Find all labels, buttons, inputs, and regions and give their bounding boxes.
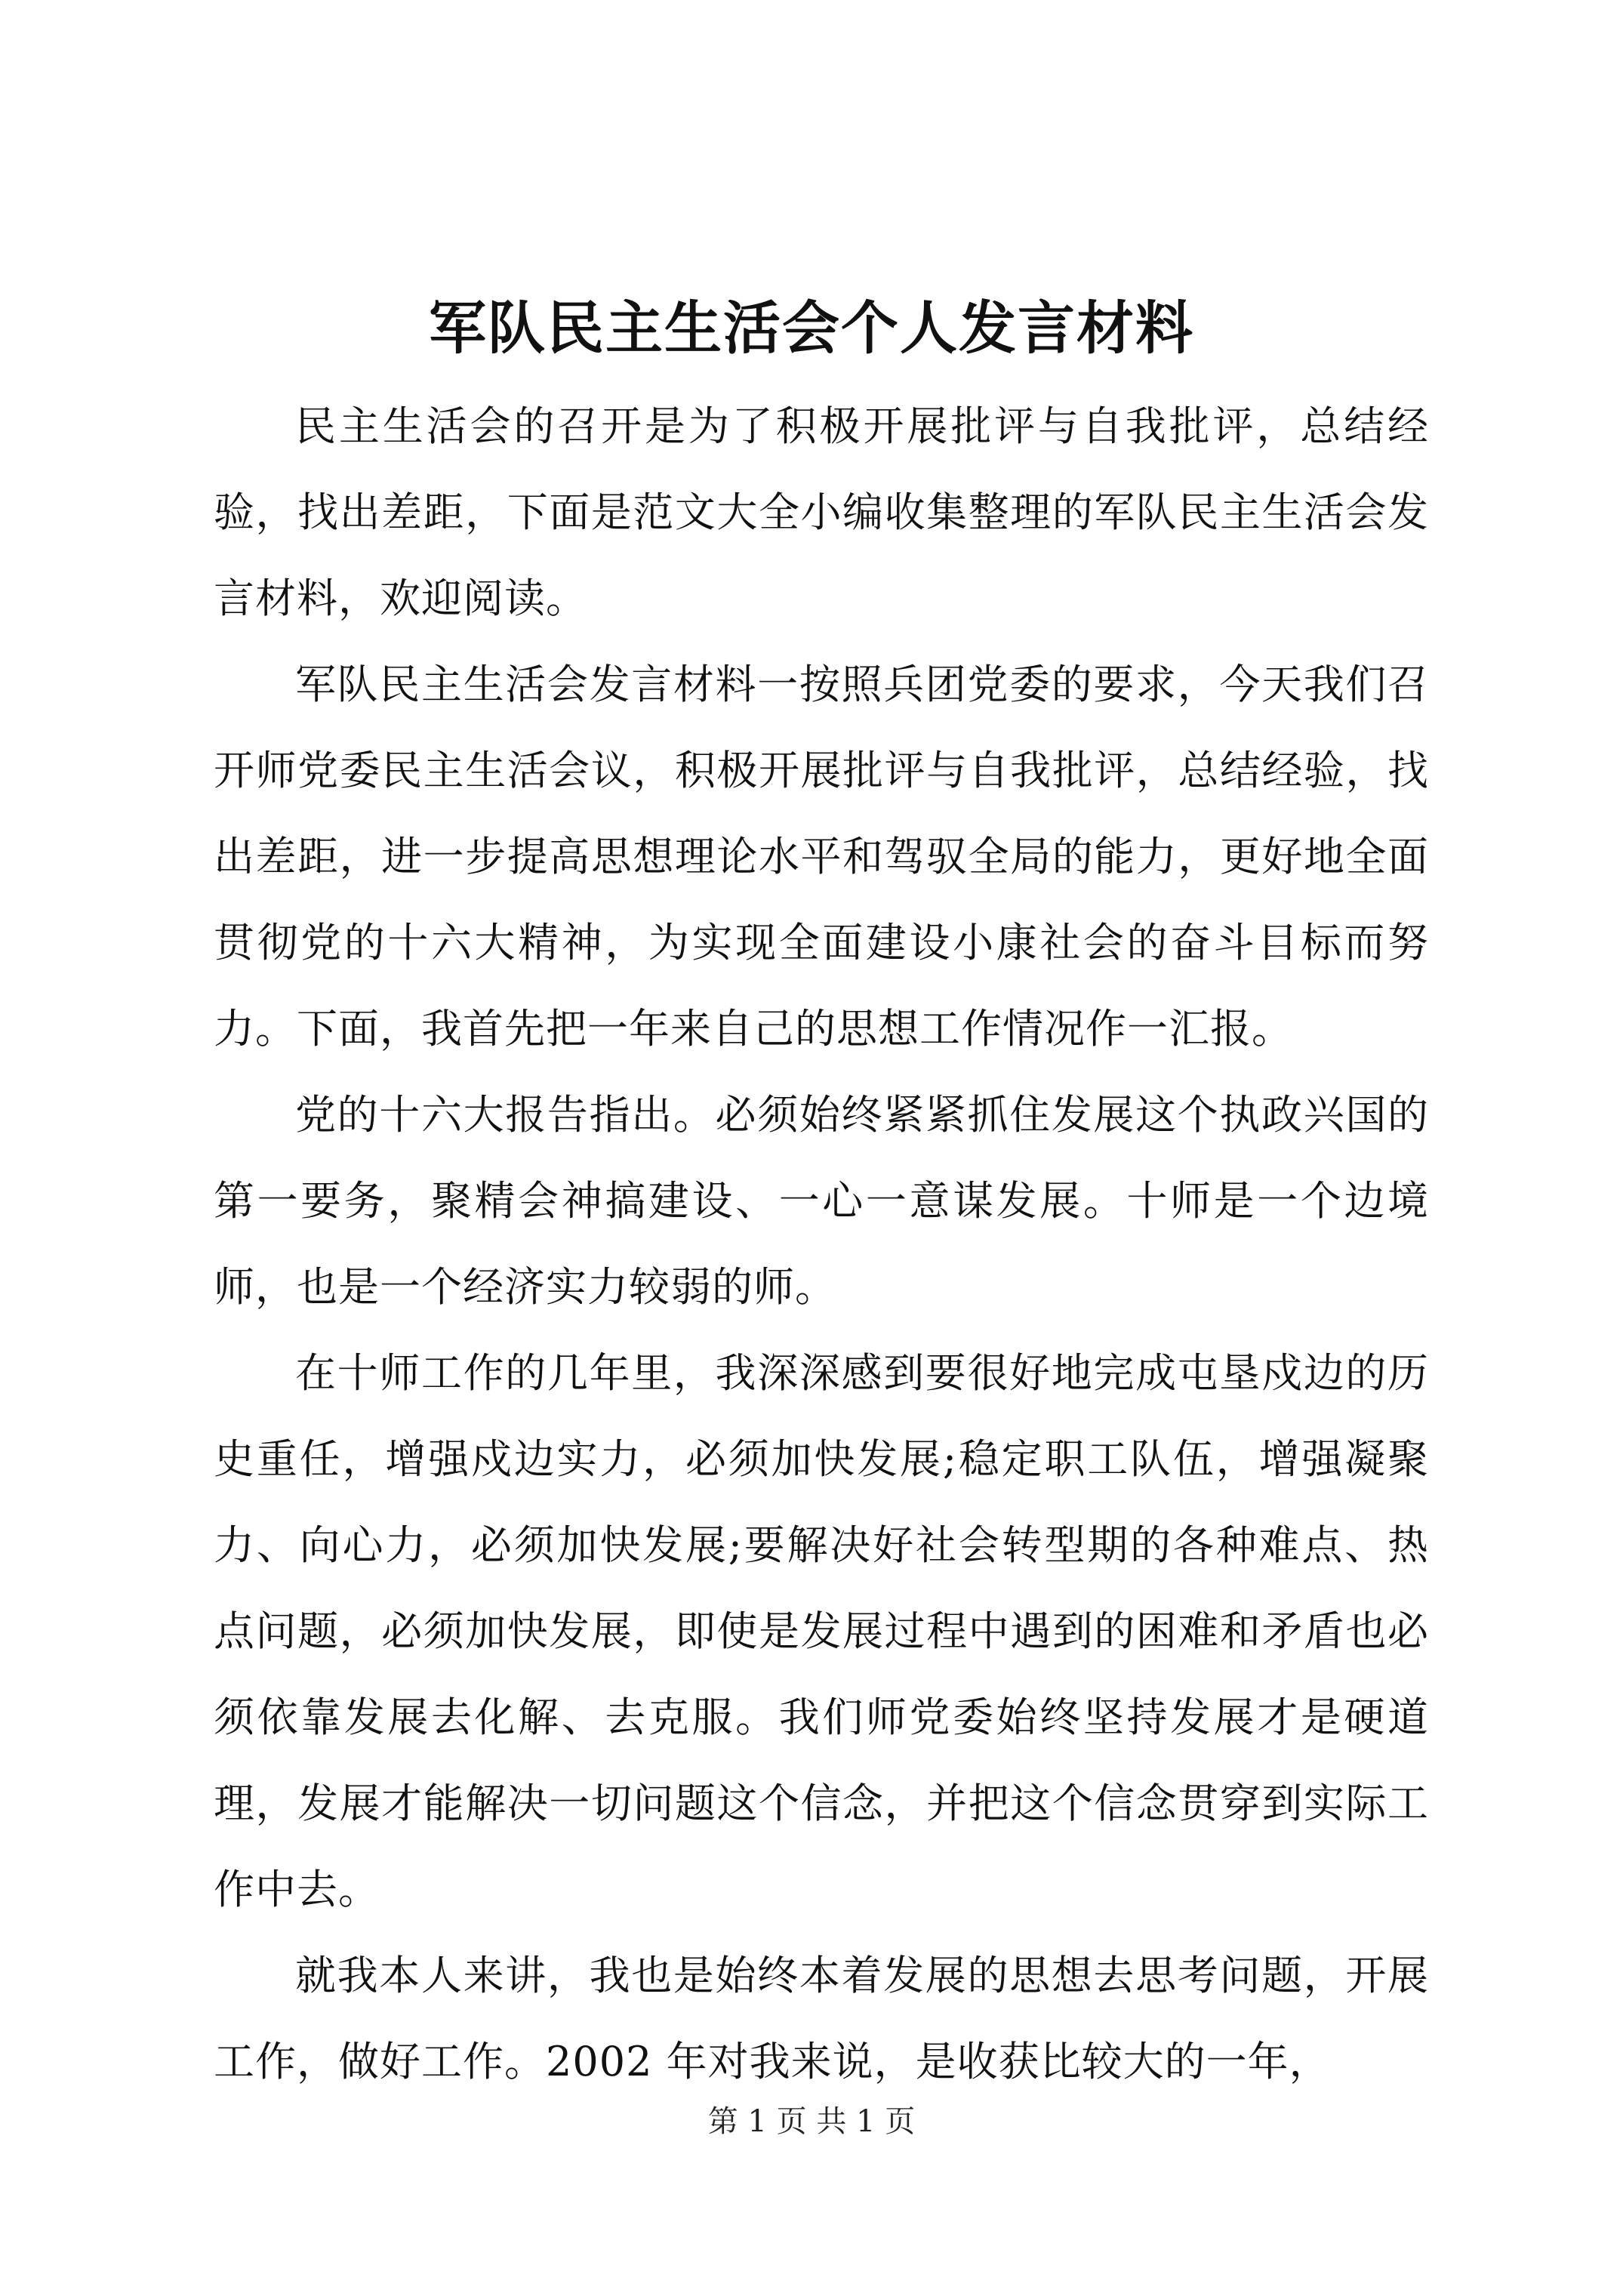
paragraph-3: 党的十六大报告指出。必须始终紧紧抓住发展这个执政兴国的第一要务，聚精会神搞建设、一心一意谋发展。十师是一个边境师，也是一个经济实力较弱的师。 [214,1091,1429,1311]
document-title: 军队民主生活会个人发言材料 [429,294,1194,362]
paragraph-4: 在十师工作的几年里，我深深感到要很好地完成屯垦戍边的历史重任，增强戍边实力，必须加快发展;稳定职工队伍，增强凝聚力、向心力，必须加快发展;要解决好社会转型期的各种难点、热点问题，必须加快发展，即使是发展过程中遇到的困难和矛盾也必须依靠发展去化解、去克服。我们师党委始终坚持发展才是硬道理，发展才能解决一切问题这个信念，并把这个信念贯穿到实际工作中去。 [214,1349,1429,1913]
paragraph-2: 军队民主生活会发言材料一按照兵团党委的要求，今天我们召开师党委民主生活会议，积极开展批评与自我批评，总结经验，找出差距，进一步提高思想理论水平和驾驭全局的能力，更好地全面贯彻党的十六大精神，为实现全面建设小康社会的奋斗目标而努力。下面，我首先把一年来自己的思想工作情况作一汇报。 [214,661,1429,1052]
paragraph-1: 民主生活会的召开是为了积极开展批评与自我批评，总结经验，找出差距，下面是范文大全小编收集整理的军队民主生活会发言材料，欢迎阅读。 [214,402,1429,622]
document-body [214,384,1429,2105]
paragraph-5: 就我本人来讲，我也是始终本着发展的思想去思考问题，开展工作，做好工作。2002 年对我来说，是收获比较大的一年， [214,1952,1429,2085]
page-number-footer: 第 1 页 共 1 页 [707,2104,916,2139]
